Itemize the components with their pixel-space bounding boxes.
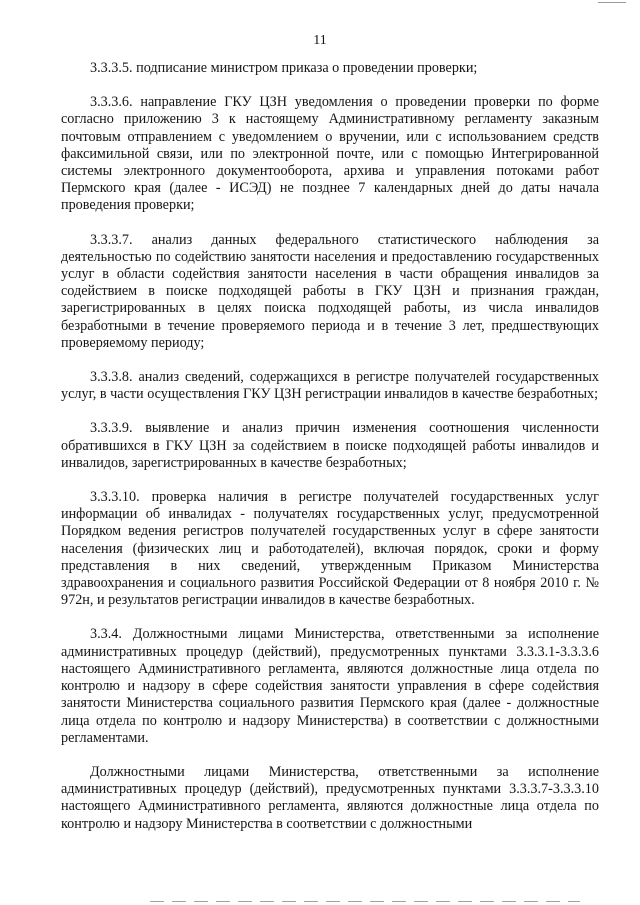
- paragraph-3-3-3-10: 3.3.3.10. проверка наличия в регистре получателей государственных услуг информации об инвалидах - получателях государственных услуг, предусмотренной Порядком ведения регистров получателей государственных услуг в сфере занятости населения (физических лиц и работодателей), включая порядок, сроки и форму представления в них сведений, утвержденным Приказом Министерства здравоохранения и социального развития Российской Федерации от 8 ноября 2010 г. № 972н, и результатов регистрации инвалидов в качестве безработных.: [61, 489, 599, 609]
- document-body: [61, 60, 599, 833]
- scan-artifact-bottom: [150, 901, 580, 902]
- page-number: 11: [313, 33, 327, 48]
- paragraph-3-3-3-7: 3.3.3.7. анализ данных федерального статистического наблюдения за деятельностью по содействию занятости населения и предоставлению государственных услуг в области содействия занятости населения в части обращения инвалидов за содействием в поиске подходящей работы в ГКУ ЦЗН и признания граждан, зарегистрированных в целях поиска подходящей работы, из числа инвалидов безработными в течение проверяемого периода и в течение 3 лет, предшествующих проверяемому периоду;: [61, 231, 599, 351]
- paragraph-3-3-3-5: 3.3.3.5. подписание министром приказа о проведении проверки;: [90, 60, 478, 76]
- paragraph-officials-3-3-3-7: Должностными лицами Министерства, ответственными за исполнение административных процедур (действий), предусмотренных пунктами 3.3.3.7-3.3.3.10 настоящего Административного регламента, являются должностные лица отдела по контролю и надзору Министерства в соответствии с должностными: [61, 763, 599, 832]
- paragraph-3-3-3-6: 3.3.3.6. направление ГКУ ЦЗН уведомления о проведении проверки по форме согласно приложению 3 к настоящему Административному регламенту заказным почтовым отправлением с уведомлением о вручении, или с использованием средств факсимильной связи, или по электронной почте, или с помощью Интегрированной системы электронного документооборота, архива и управления потоками работ Пермского края (далее - ИСЭД) не позднее 7 календарных дней до даты начала проведения проверки;: [61, 94, 599, 214]
- paragraph-3-3-3-9: 3.3.3.9. выявление и анализ причин изменения соотношения численности обратившихся в ГКУ ЦЗН за содействием в поиске подходящей работы инвалидов и инвалидов, зарегистрированных в качестве безработных;: [61, 420, 599, 471]
- scan-artifact-top: [598, 2, 626, 3]
- paragraph-3-3-3-8: 3.3.3.8. анализ сведений, содержащихся в регистре получателей государственных услуг, в части осуществления ГКУ ЦЗН регистрации инвалидов в качестве безработных;: [61, 369, 599, 403]
- paragraph-3-3-4: 3.3.4. Должностными лицами Министерства, ответственными за исполнение административных процедур (действий), предусмотренных пунктами 3.3.3.1-3.3.3.6 настоящего Административного регламента, являются должностные лица отдела по контролю и надзору в сфере содействия занятости управления в сфере содействия занятости Министерства социального развития Пермского края (далее - должностные лица отдела по контролю и надзору Министерства) в соответствии с должностными регламентами.: [61, 626, 599, 746]
